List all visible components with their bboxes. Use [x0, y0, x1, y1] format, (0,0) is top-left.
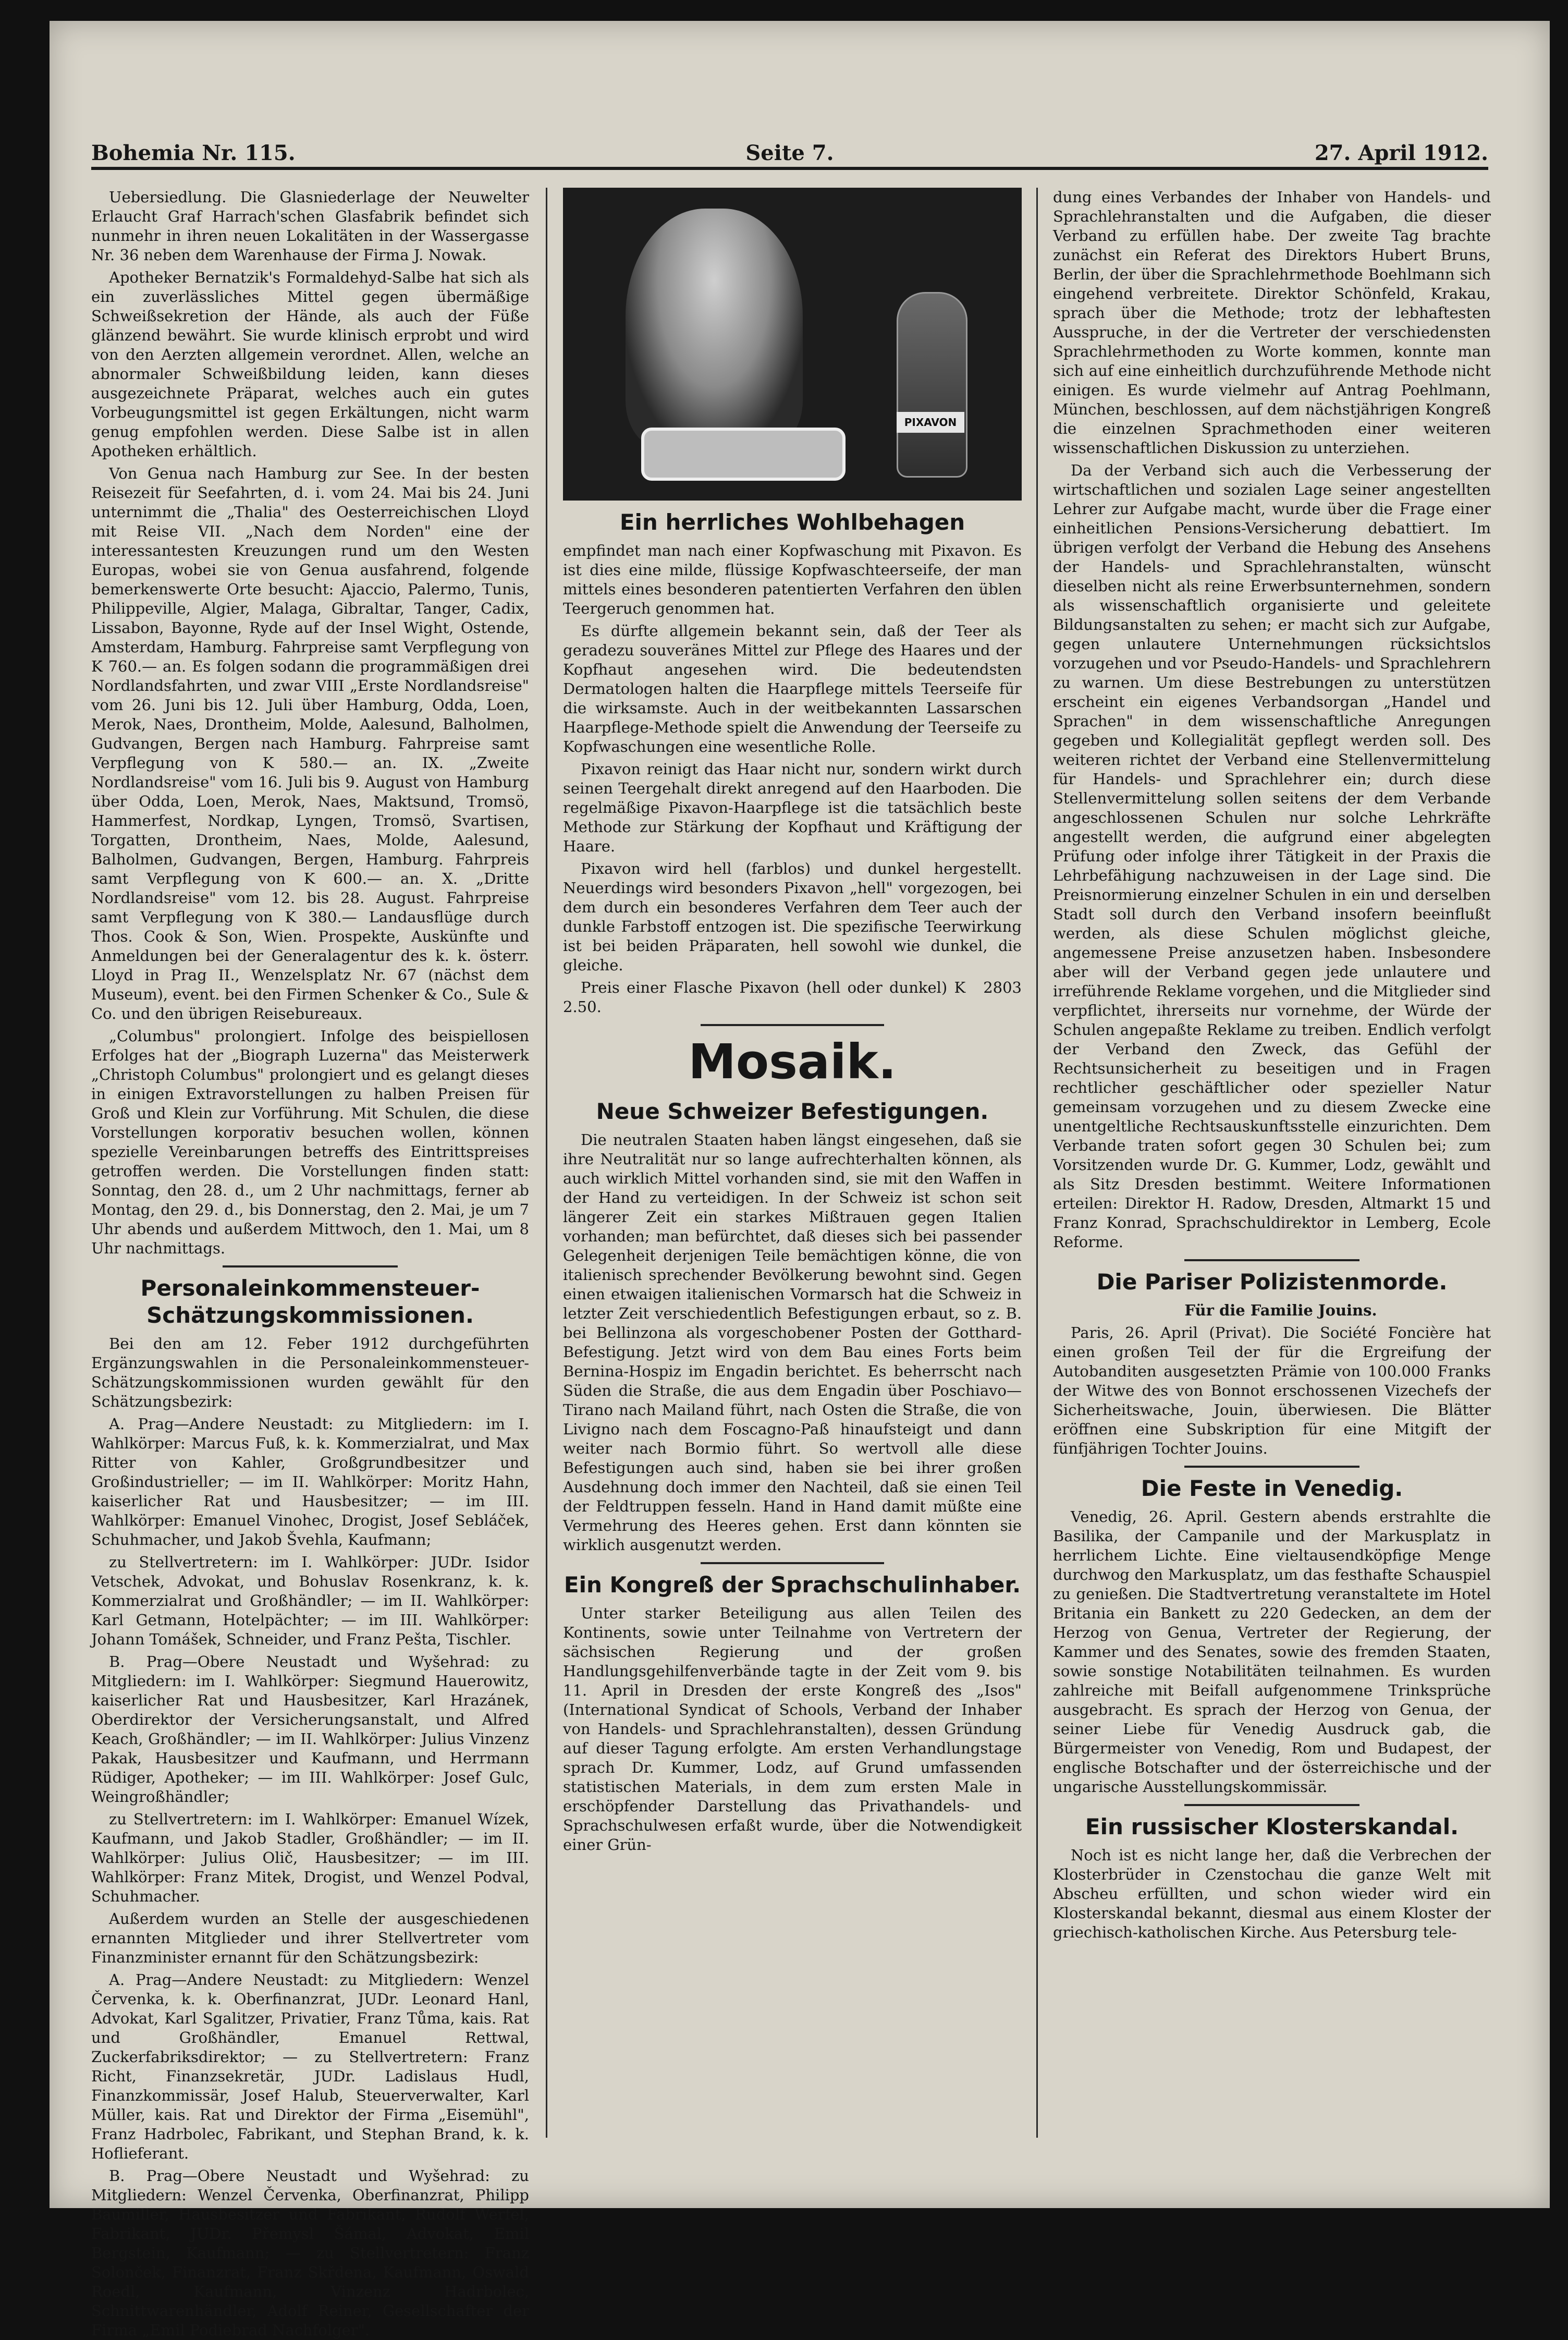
article-subheading: Für die Familie Jouins.: [1184, 1301, 1377, 1319]
notice-formaldehyde-salve: Apotheker Bernatzik's Formaldehyd-Salbe hat sich als ein zuverlässliches Mittel gegen übermäßige Schweißsekretion der Hände, als auch der Füße glänzend bewährt. Sie wurde klinisch erprobt und wird von den Aerzten allgemein verordnet. Allen, welche an abnormaler Schweißbildung leiden, kann dieses ausgezeichnete Präparat, welches auch ein gutes Vorbeugungsmittel ist gegen Erkältungen, nicht warm genug empfohlen werden. Diese Salbe ist in allen Apotheken erhältlich.: [91, 269, 529, 460]
notice-glass-shop: Uebersiedlung. Die Glasniederlage der Neuwelter Erlaucht Graf Harrach'schen Glasfabrik befindet sich nunmehr in ihren neuen Lokalitäten in der Wassergasse Nr. 36 neben dem Warenhause der Firma J. Nowak.: [91, 188, 529, 264]
article-paragraph: Paris, 26. April (Privat). Die Société Foncière hat einen großen Teil der für die Ergreifung der Autobanditen ausgesetzten Prämie von 100.000 Franks der Witwe des von Bonnot erschossenen Vizechefs der Sicherheitswache, Jouin, überwiesen. Die Blätter eröffnen eine Subskription für eine Mitgift der fünfjährigen Tochter Jouins.: [1053, 1324, 1491, 1457]
bottle-illustration: [897, 292, 967, 478]
header-page-number: Seite 7.: [745, 141, 834, 165]
article-heading-paris-murders: Die Pariser Polizistenmorde.: [1096, 1269, 1448, 1295]
ad-paragraph: empfindet man nach einer Kopfwaschung mit Pixavon. Es ist dies eine milde, flüssige Kopfwaschteerseife, der man mittels eines besonderen patentierten Verfahren den üblen Teergeruch genommen hat.: [563, 542, 1022, 617]
article-paragraph: Unter starker Beteiligung aus allen Teilen des Kontinents, sowie unter Teilnahme von Vertretern der sächsischen Regierung und der großen Handlungsgehilfenverbände tagte in der Zeit vom 9. bis 11. April in Dresden der erste Kongreß des „Isos" (International Syndicat of Schools, Verband der Inhaber von Handels- und Sprachlehranstalten), dessen Gründung auf dieser Tagung erfolgte. Am ersten Verhandlungstage sprach Dr. Kummer, Lodz, auf Grund umfassenden statistischen Materials, in dem zum ersten Male in erschöpfender Darstellung das Privathandels- und Sprachschulwesen erfaßt wurde, über die Notwendigkeit einer Grün-: [563, 1604, 1022, 1854]
article-paragraph: zu Stellvertretern: im I. Wahlkörper: Emanuel Wízek, Kaufmann, und Jakob Stadler, Großhändler; — im II. Wahlkörper: Julius Olič, Hausbesitzer; — im III. Wahlkörper: Franz Mitek, Drogist, und Wenzel Podval, Schuhmacher.: [91, 1810, 529, 1905]
article-paragraph: Außerdem wurden an Stelle der ausgeschiedenen ernannten Mitglieder und ihrer Stellvertreter vom Finanzminister ernannt für den Schätzungsbezirk:: [91, 1910, 529, 1966]
ad-price-text: Preis einer Flasche Pixavon (hell oder dunkel) K 2.50.: [563, 979, 966, 1016]
person-washing-hair-illustration: [626, 209, 803, 448]
article-heading-venice: Die Feste in Venedig.: [1141, 1476, 1403, 1501]
separator: [223, 1265, 398, 1268]
section-heading-mosaik: Mosaik.: [688, 1034, 897, 1090]
article-paragraph: Bei den am 12. Feber 1912 durchgeführten Ergänzungswahlen in die Personaleinkommensteuer-Schätzungskommissionen wurden gewählt für den Schätzungsbezirk:: [91, 1335, 529, 1410]
bottle-label: PIXAVON: [897, 412, 964, 433]
separator: [701, 1562, 884, 1564]
separator: [1184, 1259, 1359, 1261]
article-heading-language-schools: Ein Kongreß der Sprachschulinhaber.: [564, 1572, 1021, 1598]
column-divider-1: [546, 188, 547, 2138]
article-heading-monastery-scandal: Ein russischer Klosterskandal.: [1085, 1814, 1459, 1839]
separator: [1184, 1466, 1359, 1468]
article-heading-swiss-fortifications: Neue Schweizer Befestigungen.: [596, 1099, 989, 1124]
separator: [701, 1024, 884, 1026]
ad-paragraph: Pixavon reinigt das Haar nicht nur, sondern wirkt durch seinen Teergehalt direkt anregend auf den Haarboden. Die regelmäßige Pixavon-Haarpflege ist die tatsächlich beste Methode zur Stärkung der Kopfhaut und Kräftigung der Haare.: [563, 760, 1022, 855]
article-paragraph: Da der Verband sich auch die Verbesserung der wirtschaftlichen und sozialen Lage seiner angestellten Lehrer zur Aufgabe macht, wurde über die Frage einer einheitlichen Pensions-Versicherung debattiert. Im übrigen verfolgt der Verband die Hebung des Ansehens der Handels- und Sprachlehranstalten, wünscht dieselben nicht als reine Erwerbsunternehmen, sondern als wissenschaftlich organisierte und geleitete Bildungsanstalten zu sehen; er macht sich zur Aufgabe, gegen unlautere Unternehmungen rücksichtslos vorzugehen und vor Pseudo-Handels- und Sprachlehrern zu warnen. Um diese Bestrebungen zu unterstützen erscheint ein eigenes Verbandsorgan „Handel und Sprachen" in dem wissenschaftliche Anregungen gegeben und Kollegialität gepflegt werden soll. Des weiteren richtet der Verband eine Stellenvermittelung für Handels- und Sprachlehrer ein; durch diese Stellenvermittelung sollen seitens der dem Verbande angeschlossenen Schulen nur solche Lehrkräfte angestellt werden, die aufgrund einer abgelegten Prüfung oder infolge ihrer Tätigkeit in der Praxis die Lehrbefähigung nachzuweisen in der Lage sind. Die Preisnormierung einzelner Schulen in ein und derselben Stadt soll durch den Verband insofern beeinflußt werden, als diese Schulen möglichst gleiche, angemessene Preise anzusetzen haben. Insbesondere aber will der Verband gegen jede unlautere und irreführende Reklame vorgehen, und die Mitglieder sind verpflichtet, ihrerseits nur vornehme, der Würde der Schulen angepaßte Reklame zu treiben. Endlich verfolgt der Verband den Zweck, das Gefühl der Rechtsunsicherheit zu beseitigen und in Fragen rechtlicher geschäftlicher oder spezieller Natur gemeinsam vorzugehen und zu diesem Zwecke eine unentgeltliche Rechtsauskunftsstelle einzurichten. Dem Verbande traten sofort gegen 30 Schulen bei; zum Vorsitzenden wurde Dr. G. Kummer, Lodz, gewählt und als Sitz Dresden bestimmt. Weitere Informationen erteilen: Direktor H. Radow, Dresden, Altmarkt 15 und Franz Konrad, Sprachschuldirektor in Lemberg, Ecole Reforme.: [1053, 461, 1491, 1251]
column-divider-2: [1036, 188, 1038, 2138]
article-heading-tax-commissions: Personaleinkommensteuer-Schätzungskommissionen.: [140, 1275, 480, 1328]
page-header: [91, 125, 1488, 170]
article-paragraph: A. Prag—Andere Neustadt: zu Mitgliedern: im I. Wahlkörper: Marcus Fuß, k. k. Kommerzialrat, und Max Ritter von Kahler, Großgrundbesitzer und Großindustrieller; — im II. Wahlkörper: Moritz Hahn, kaiserlicher Rat und Hausbesitzer; — im III. Wahlkörper: Emanuel Vinohec, Drogist, Josef Sebláček, Schuhmacher, und Jakob Švehla, Kaufmann;: [91, 1415, 529, 1549]
separator: [1184, 1804, 1359, 1806]
column-left: [91, 188, 529, 2339]
article-paragraph: zu Stellvertretern: im I. Wahlkörper: JUDr. Isidor Vetschek, Advokat, und Bohuslav Rosenkranz, k. k. Kommerzialrat und Großhändler; — im II. Wahlkörper: Karl Getmann, Hotelpächter; — im III. Wahlkörper: Johann Tomášek, Schneider, und Franz Pešta, Tischler.: [91, 1553, 529, 1648]
article-paragraph: Die neutralen Staaten haben längst eingesehen, daß sie ihre Neutralität nur so lange aufrechterhalten können, als auch wirklich Mittel vorhanden sind, sie mit den Waffen in der Hand zu verteidigen. In der Schweiz ist schon seit längerer Zeit ein starkes Mißtrauen gegen Italien vorhanden; man befürchtet, daß dieses sich bei passender Gelegenheit derjenigen Teile bemächtigen könne, die von italienisch sprechender Bevölkerung bewohnt sind. Gegen einen etwaigen italienischen Vormarsch hat die Schweiz in letzter Zeit verschiedentlich Befestigungen erbaut, so z. B. bei Bellinzona als vorgeschobener Posten der Gotthard-Befestigung. Jetzt wird von dem Bau eines Forts beim Bernina-Hospiz im Engadin berichtet. Es beherrscht nach Süden die Straße, die aus dem Engadin über Poschiavo—Tirano nach Mailand führt, nach Osten die Straße, die von Livigno nach dem Foscagno-Paß hinaufsteigt und dann weiter nach Bormio führt. So wertvoll alle diese Befestigungen auch sind, haben sie bei ihrer großen Ausdehnung doch immer den Nachteil, daß sie einen Teil der Feldtruppen fesseln. Hand in Hand damit müßte eine Vermehrung des Heeres gehen. Erst dann könnten sie wirklich ausgenutzt werden.: [563, 1131, 1022, 1554]
article-paragraph: dung eines Verbandes der Inhaber von Handels- und Sprachlehranstalten und die Aufgaben, die dieser Verband zu erfüllen habe. Der zweite Tag brachte zunächst ein Referat des Direktors Hubert Bruns, Berlin, der über die Sprachlehrmethode Boehlmann sich eingehend verbreitete. Direktor Schönfeld, Krakau, sprach über die Methode; trotz der lebhaftesten Ausspruche, in der die Vertreter der verschiedensten Sprachlehrmethoden zu Worte kommen, konnte man sich auf eine einheitlich durchzuführende Methode nicht einigen. Es wurde vielmehr auf Antrag Poehlmann, München, beschlossen, auf dem nächstjährigen Kongreß die einzelnen Sprachmethoden einer weiteren wissenschaftlichen Diskussion zu unterziehen.: [1053, 188, 1491, 457]
article-paragraph: Venedig, 26. April. Gestern abends erstrahlte die Basilika, der Campanile und der Markusplatz in herrlichem Lichte. Eine vieltausendköpfige Menge durchwog den Markusplatz, um das festhafte Schauspiel zu genießen. Die Stadtvertretung veranstaltete im Hotel Britania ein Bankett zu 220 Gedecken, an dem der Herzog von Genua, Vertreter der Regierung, der Kammer und des Senates, sowie des fremden Staaten, sowie sonstige Notabilitäten teilnahmen. Es wurden zahlreiche mit Beifall aufgenommene Trinksprüche ausgebracht. Es sprach der Herzog von Genua, der seiner Liebe für Venedig Ausdruck gab, die Bürgermeister von Venedig, Rom und Budapest, der englische Botschafter und der österreichische und der ungarische Ausstellungskommissär.: [1053, 1508, 1491, 1796]
article-paragraph: B. Prag—Obere Neustadt und Wyšehrad: zu Mitgliedern: Wenzel Červenka, Oberfinanzrat, Philipp Baumiller, Hausbesitzer und Fabrikant, Rudolf Werfel, Fabrikant, JUDr. Přemysl Šámal, Advokat, Emil Bergstein, Kaufmann; — zu Stellvertretern: Franz Solonček, Finanzrat, Franz Skřdena, Kaufmann, Oswald Roedl, Kaufmann, Vinzenz Hadrbolec, Schnittwarenhändler, Adolf Reiner, Gesellschafter der Firma „Emil Podiebrad Nachfolger".: [91, 2167, 529, 2339]
ad-heading: Ein herrliches Wohlbehagen: [619, 509, 965, 535]
column-middle: [563, 188, 1022, 2138]
notice-lloyd-cruise: Von Genua nach Hamburg zur See. In der besten Reisezeit für Seefahrten, d. i. vom 24. Mai bis 24. Juni unternimmt die „Thalia" des Oesterreichischen Lloyd mit Reise VII. „Nach dem Norden" eine der interessantesten Kreuzungen rund um den Westen Europas, wobei sie von Genua ausfahrend, folgende bemerkenswerte Orte besucht: Ajaccio, Palermo, Tunis, Philippeville, Algier, Malaga, Gibraltar, Tanger, Cadix, Lissabon, Bayonne, Ryde auf der Insel Wight, Ostende, Amsterdam, Hamburg. Fahrpreise samt Verpflegung von K 760.— an. Es folgen sodann die programmäßigen drei Nordlandsfahrten, und zwar VIII „Erste Nordlandsreise" vom 26. Juni bis 12. Juli über Hamburg, Odda, Loen, Merok, Naes, Drontheim, Molde, Aalesund, Balholmen, Gudvangen, Bergen nach Hamburg. Fahrpreise samt Verpflegung von K 580.— an. IX. „Zweite Nordlandsreise" vom 16. Juli bis 9. August von Hamburg über Odda, Loen, Merok, Naes, Maktsund, Tromsö, Hammerfest, Nordkap, Lyngen, Tromsö, Svartisen, Torgatten, Drontheim, Naes, Molde, Aalesund, Balholmen, Gudvangen, Bergen, Hamburg. Fahrpreis samt Verpflegung von K 600.— an. X. „Dritte Nordlandsreise" vom 12. bis 28. August. Fahrpreise samt Verpflegung von K 380.— Landausflüge durch Thos. Cook & Son, Wien. Prospekte, Auskünfte und Anmeldungen bei der Generalagentur des k. k. österr. Lloyd in Prag II., Wenzelsplatz Nr. 67 (nächst dem Museum), event. bei den Firmen Schenker & Co., Sule & Co. und den übrigen Reisebureaux.: [91, 465, 529, 1022]
header-date: 27. April 1912.: [1314, 141, 1488, 165]
column-right: [1053, 188, 1491, 2138]
ad-paragraph: Es dürfte allgemein bekannt sein, daß der Teer als geradezu souveränes Mittel zur Pflege des Haares und der Kopfhaut angesehen wird. Die bedeutendsten Dermatologen halten die Haarpflege mittels Teerseife für die wirksamste. Auch in der weitbekannten Lassarschen Haarpflege-Methode spielt die Anwendung der Teerseife zu Kopfwaschungen eine wesentliche Rolle.: [563, 622, 1022, 755]
newspaper-page: [50, 21, 1550, 2339]
notice-columbus-film: „Columbus" prolongiert. Infolge des beispiellosen Erfolges hat der „Biograph Luzerna" das Meisterwerk „Christoph Columbus" prolongiert und es gelangt dieses in einigen Extravorstellungen zu halben Preisen für Groß und Klein zur Vorführung. Mit Schulen, die diese Vorstellungen korporativ besuchen wollen, können spezielle Vereinbarungen betreffs des Eintrittspreises getroffen werden. Die Vorstellungen finden statt: Sonntag, den 28. d., um 2 Uhr nachmittags, ferner ab Montag, den 29. d., bis Donnerstag, den 2. Mai, je um 7 Uhr abends und außerdem Mittwoch, den 1. Mai, um 8 Uhr nachmittags.: [91, 1027, 529, 1257]
article-paragraph: A. Prag—Andere Neustadt: zu Mitgliedern: Wenzel Červenka, k. k. Oberfinanzrat, JUDr. Leonard Hanl, Advokat, Karl Sgalitzer, Privatier, Franz Tůma, kais. Rat und Großhändler, Emanuel Rettwal, Zuckerfabriksdirektor; — zu Stellvertretern: Franz Richt, Finanzsekretär, JUDr. Ladislaus Hudl, Finanzkommissär, Josef Halub, Steuerverwalter, Karl Müller, kais. Rat und Direktor der Firma „Eisemühl", Franz Hadrbolec, Fabrikant, und Stephan Brand, k. k. Hoflieferant.: [91, 1971, 529, 2162]
article-paragraph: Noch ist es nicht lange her, daß die Verbrechen der Klosterbrüder in Czenstochau die ganze Welt mit Abscheu erfüllten, und schon wieder wird ein Klosterskandal bekannt, diesmal aus einem Kloster der griechisch-katholischen Kirche. Aus Petersburg tele-: [1053, 1846, 1491, 1941]
pixavon-advertisement-image: [563, 188, 1022, 501]
article-paragraph: B. Prag—Obere Neustadt und Wyšehrad: zu Mitgliedern: im I. Wahlkörper: Siegmund Hauerowitz, kaiserlicher Rat und Hausbesitzer, Karl Hrazánek, Oberdirektor der Versicherungsanstalt, und Alfred Keach, Großhändler; — im II. Wahlkörper: Julius Vinzenz Pakak, Hausbesitzer und Kaufmann, und Herrmann Rüdiger, Apotheker; — im III. Wahlkörper: Josef Gulc, Weingroßhändler;: [91, 1653, 529, 1806]
header-publication: Bohemia Nr. 115.: [91, 141, 296, 165]
wash-bowl-illustration: [641, 428, 846, 481]
ad-price: [563, 978, 1022, 1017]
ad-paragraph: Pixavon wird hell (farblos) und dunkel hergestellt. Neuerdings wird besonders Pixavon „hell" vorgezogen, bei dem durch ein besonderes Verfahren dem Teer auch der dunkle Farbstoff entzogen ist. Die spezifische Teerwirkung ist bei beiden Präparaten, hell sowohl wie dunkel, die gleiche.: [563, 860, 1022, 974]
ad-code: 2803: [983, 979, 1022, 996]
